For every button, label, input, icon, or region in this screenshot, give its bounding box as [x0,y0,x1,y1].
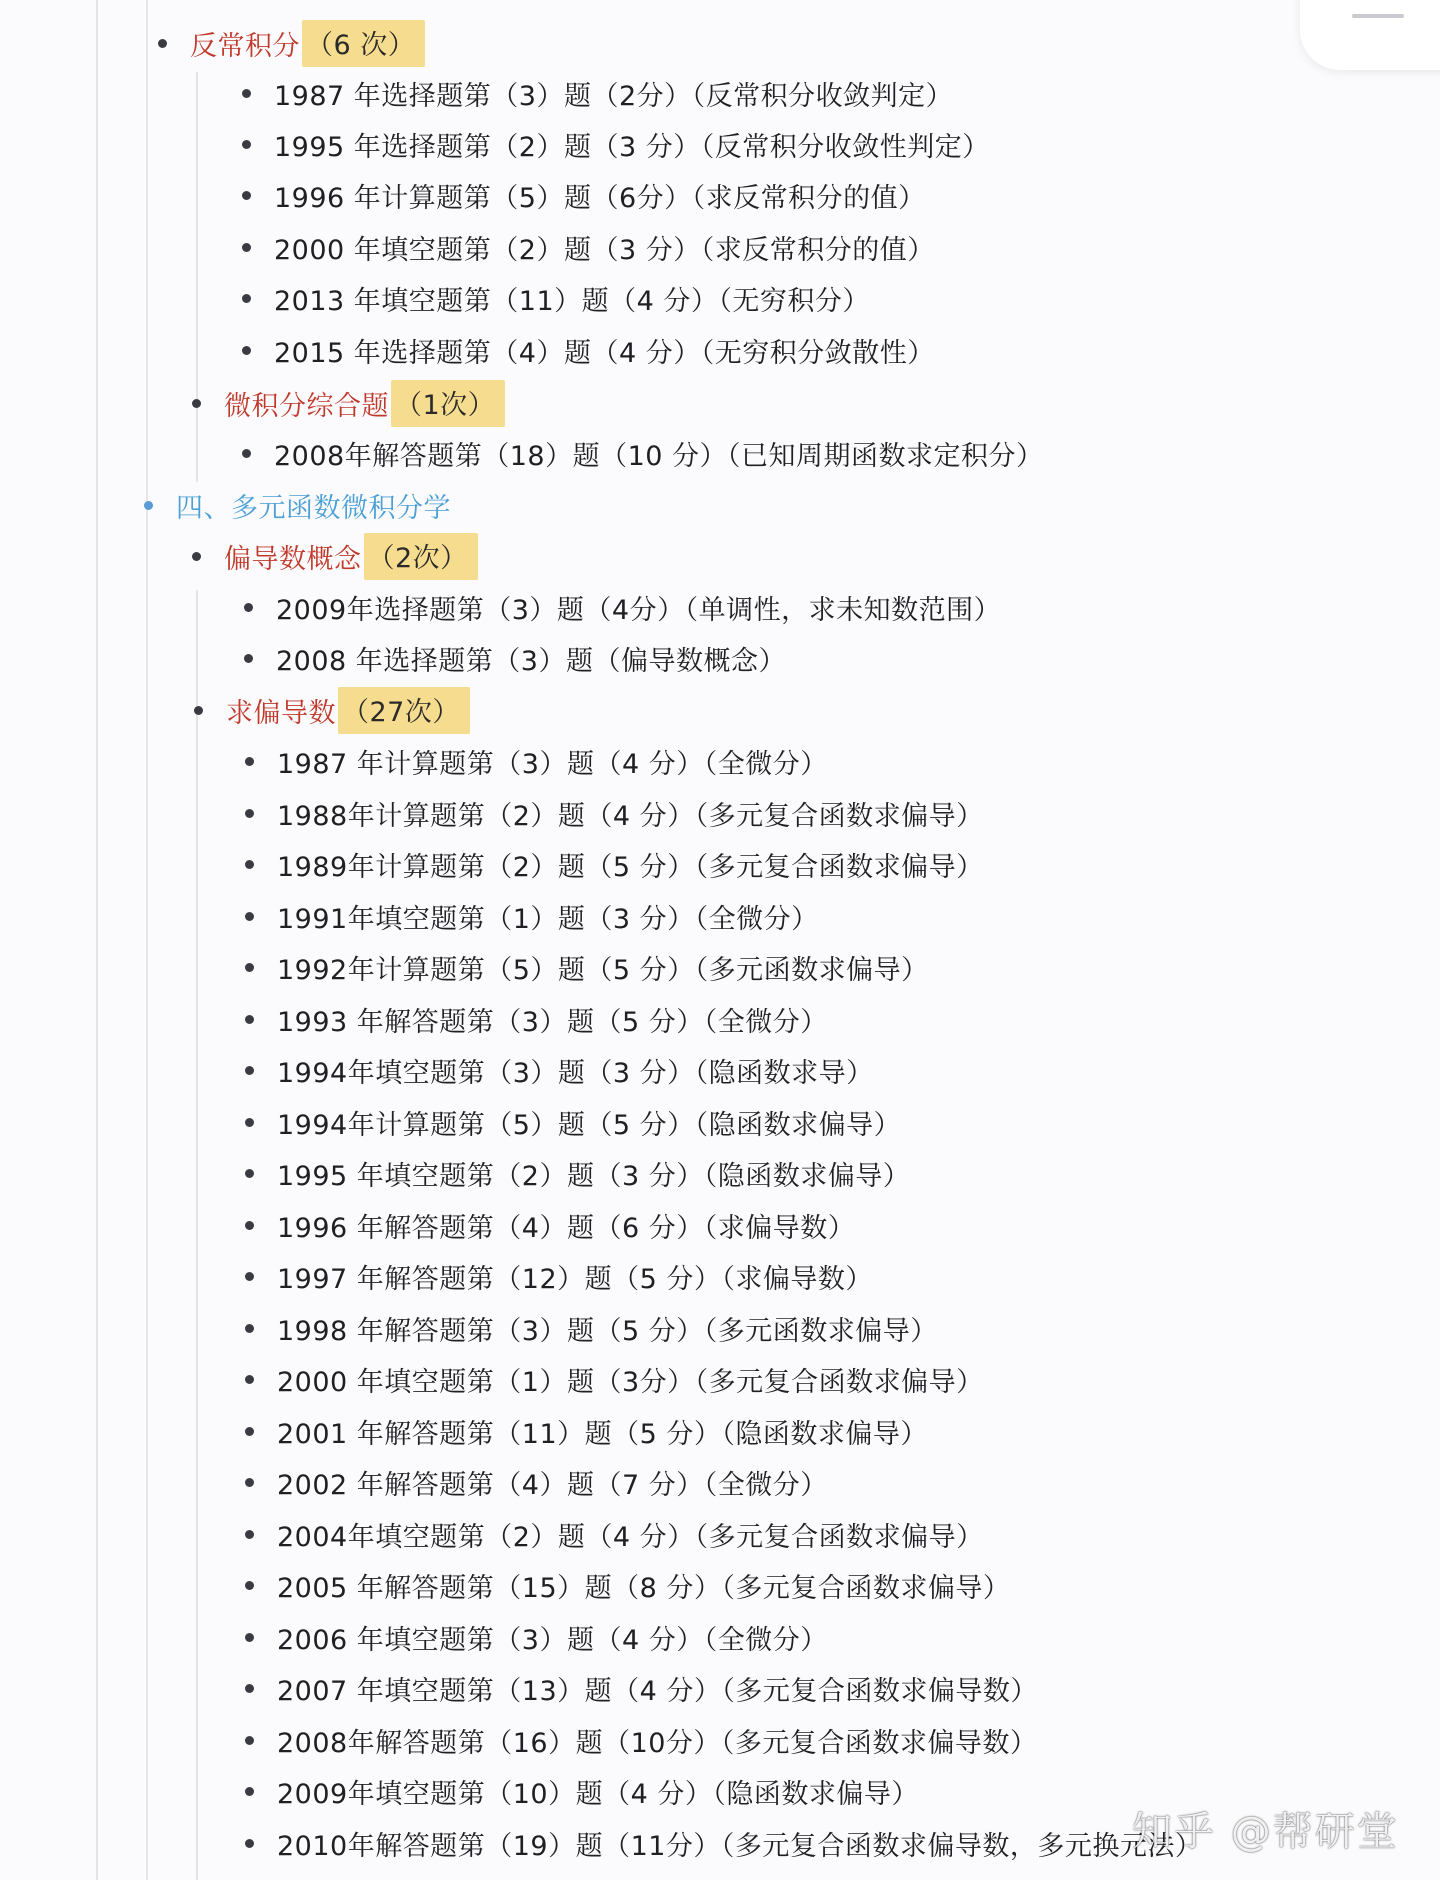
bullet-icon [245,1169,254,1178]
list-item-text: 1993 年解答题第（3）题（5 分）（全微分） [277,1006,828,1038]
bullet-icon [242,140,251,149]
tree-guide-line [196,590,198,1880]
list-item[interactable] [277,1100,901,1144]
list-item[interactable] [274,122,990,166]
section-title: 四、多元函数微积分学 [176,492,451,524]
list-item-text: 1987 年选择题第（3）题（2分）（反常积分收敛判定） [274,80,954,112]
list-item-text: 1996 年解答题第（4）题（6 分）（求偏导数） [277,1212,856,1244]
tree-guide-line [96,0,98,1880]
list-item[interactable] [274,71,953,115]
bullet-icon [245,1375,254,1384]
list-item[interactable] [277,1666,1038,1710]
list-item-text: 2000 年填空题第（2）题（3 分）（求反常积分的值） [274,234,935,266]
category-label: 微积分综合题 [224,390,389,422]
list-item[interactable] [277,894,819,938]
list-item-text: 2000 年填空题第（1）题（3分）（多元复合函数求偏导） [277,1366,984,1398]
bullet-icon [245,860,254,869]
list-item[interactable] [277,739,828,783]
bullet-icon [245,1581,254,1590]
list-item[interactable] [277,1357,984,1401]
list-item-text: 2010年解答题第（19）题（11分）（多元复合函数求偏导数，多元换元法） [277,1830,1203,1862]
list-item[interactable] [277,791,984,835]
list-item[interactable] [277,1048,874,1092]
bullet-icon [245,1684,254,1693]
outline-category[interactable] [226,688,470,732]
menu-handle-icon[interactable] [1352,14,1404,18]
bullet-icon [245,1633,254,1642]
bullet-icon [192,399,201,408]
list-item-text: 1994年填空题第（3）题（3 分）（隐函数求导） [277,1057,874,1089]
outline-section-heading[interactable] [176,483,451,527]
list-item[interactable] [277,1460,828,1504]
watermark: 知乎 @帮研堂 [1132,1809,1399,1855]
list-item[interactable] [277,945,929,989]
bullet-icon [144,501,153,510]
bullet-icon [242,346,251,355]
bullet-icon [242,243,251,252]
list-item[interactable] [274,328,935,372]
list-item-text: 2015 年选择题第（4）题（4 分）（无穷积分敛散性） [274,337,935,369]
list-item-text: 2013 年填空题第（11）题（4 分）（无穷积分） [274,285,870,317]
list-item-text: 1989年计算题第（2）题（5 分）（多元复合函数求偏导） [277,851,984,883]
list-item[interactable] [277,1151,910,1195]
list-item[interactable] [277,1254,873,1298]
bullet-icon [245,1272,254,1281]
list-item[interactable] [277,997,828,1041]
list-item-text: 2004年填空题第（2）题（4 分）（多元复合函数求偏导） [277,1521,984,1553]
bullet-icon [192,552,201,561]
list-item-text: 1992年计算题第（5）题（5 分）（多元函数求偏导） [277,954,929,986]
category-count-badge: （27次） [338,687,470,734]
list-item-text: 1994年计算题第（5）题（5 分）（隐函数求偏导） [277,1109,902,1141]
list-item[interactable] [277,842,984,886]
bullet-icon [245,1478,254,1487]
bullet-icon [242,89,251,98]
list-item-text: 2008 年选择题第（3）题（偏导数概念） [276,645,786,677]
list-item-text: 1998 年解答题第（3）题（5 分）（多元函数求偏导） [277,1315,938,1347]
list-item[interactable] [274,431,1044,475]
bullet-icon [242,294,251,303]
list-item-text: 2002 年解答题第（4）题（7 分）（全微分） [277,1469,828,1501]
bullet-icon [245,757,254,766]
bullet-icon [245,1530,254,1539]
bullet-icon [194,706,203,715]
bullet-icon [245,1839,254,1848]
tree-guide-line [196,72,198,482]
list-item-text: 1988年计算题第（2）题（4 分）（多元复合函数求偏导） [277,800,984,832]
list-item-text: 1995 年填空题第（2）题（3 分）（隐函数求偏导） [277,1160,911,1192]
corner-panel [1300,0,1440,70]
bullet-icon [245,1221,254,1230]
bullet-icon [245,1787,254,1796]
outline-category[interactable] [190,21,425,65]
category-count-badge: （2次） [364,533,478,580]
category-label: 反常积分 [190,30,300,62]
list-item[interactable] [277,1306,938,1350]
list-item-text: 2001 年解答题第（11）题（5 分）（隐函数求偏导） [277,1418,928,1450]
category-count-badge: （6 次） [302,20,425,67]
list-item[interactable] [277,1512,984,1556]
list-item[interactable] [277,1203,855,1247]
list-item-text: 2006 年填空题第（3）题（4 分）（全微分） [277,1624,828,1656]
category-count-badge: （1次） [391,380,505,427]
list-item[interactable] [274,276,870,320]
list-item-text: 2008年解答题第（16）题（10分）（多元复合函数求偏导数） [277,1727,1038,1759]
bullet-icon [245,912,254,921]
outline-category[interactable] [224,381,505,425]
list-item[interactable] [277,1409,928,1453]
list-item[interactable] [277,1769,919,1813]
list-item[interactable] [277,1563,1010,1607]
bullet-icon [158,39,167,48]
bullet-icon [244,603,253,612]
bullet-icon [245,1427,254,1436]
list-item[interactable] [274,225,935,269]
list-item-text: 2005 年解答题第（15）题（8 分）（多元复合函数求偏导） [277,1572,1011,1604]
list-item[interactable] [277,1615,828,1659]
tree-guide-line [146,0,148,1880]
bullet-icon [245,1736,254,1745]
list-item-text: 1996 年计算题第（5）题（6分）（求反常积分的值） [274,182,926,214]
list-item-text: 1995 年选择题第（2）题（3 分）（反常积分收敛性判定） [274,131,990,163]
bullet-icon [245,963,254,972]
list-item-text: 2009年选择题第（3）题（4分）（单调性，求未知数范围） [276,594,1002,626]
list-item[interactable] [277,1821,1202,1865]
list-item[interactable] [274,173,926,217]
list-item[interactable] [276,636,786,680]
bullet-icon [245,1118,254,1127]
category-label: 求偏导数 [226,697,336,729]
bullet-icon [242,449,251,458]
list-item[interactable] [276,585,1001,629]
bullet-icon [245,1324,254,1333]
list-item-text: 2008年解答题第（18）题（10 分）（已知周期函数求定积分） [274,440,1044,472]
bullet-icon [242,191,251,200]
list-item-text: 2007 年填空题第（13）题（4 分）（多元复合函数求偏导数） [277,1675,1038,1707]
bullet-icon [245,1066,254,1075]
list-item-text: 1997 年解答题第（12）题（5 分）（求偏导数） [277,1263,873,1295]
list-item-text: 1987 年计算题第（3）题（4 分）（全微分） [277,748,828,780]
bullet-icon [244,654,253,663]
list-item-text: 1991年填空题第（1）题（3 分）（全微分） [277,903,819,935]
category-label: 偏导数概念 [224,543,362,575]
list-item[interactable] [277,1718,1037,1762]
outline-category[interactable] [224,534,478,578]
bullet-icon [245,809,254,818]
bullet-icon [245,1015,254,1024]
list-item-text: 2009年填空题第（10）题（4 分）（隐函数求偏导） [277,1778,919,1810]
